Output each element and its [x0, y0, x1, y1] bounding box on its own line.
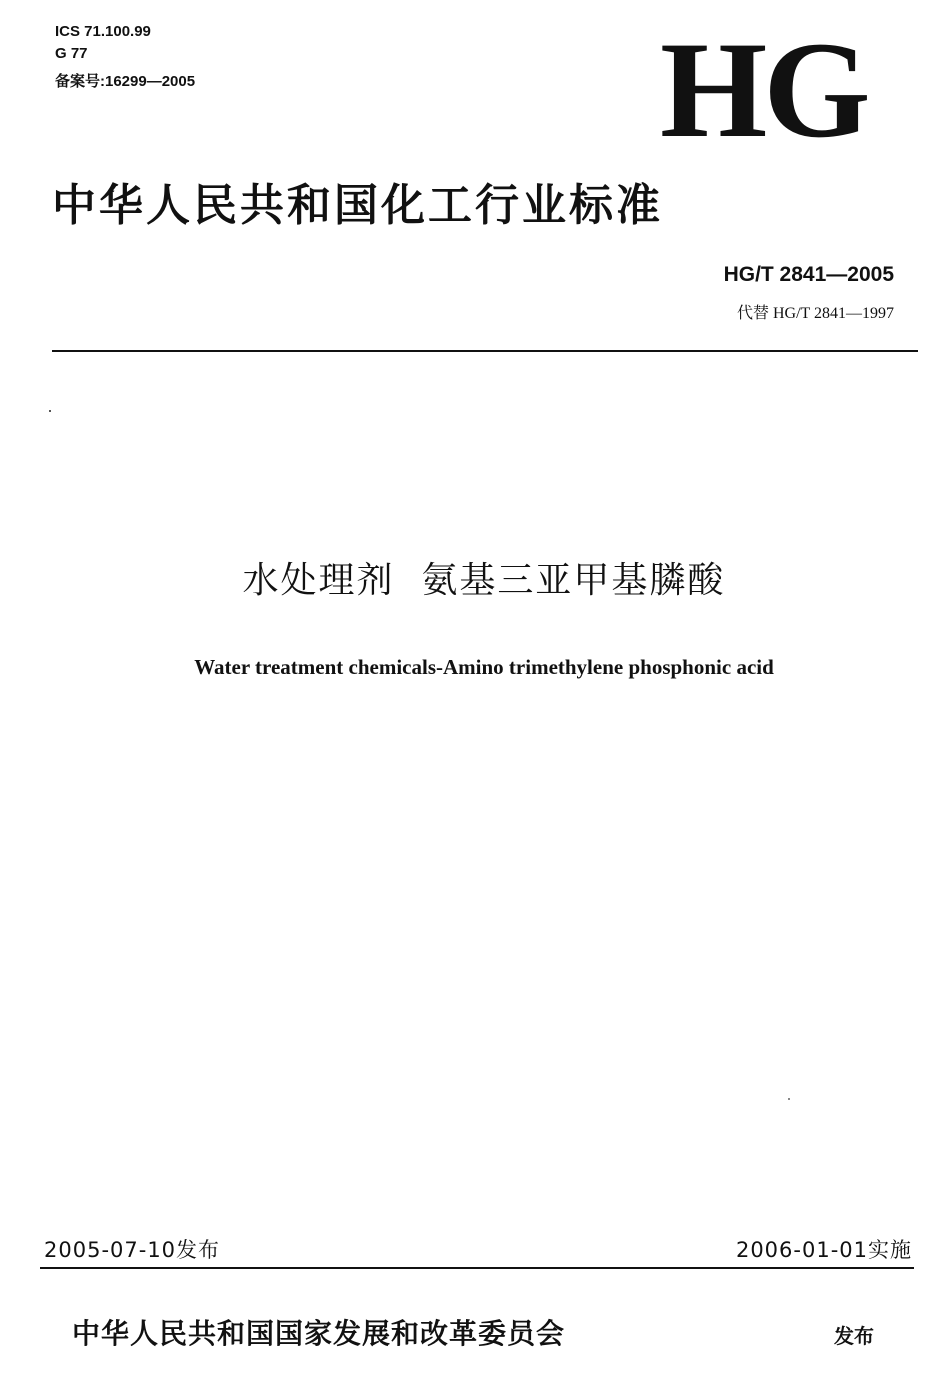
footer-divider — [40, 1267, 914, 1269]
filing-number: 备案号:16299—2005 — [55, 73, 196, 90]
standard-number: HG/T 2841—2005 — [723, 263, 894, 286]
hg-logo: HG — [660, 13, 867, 166]
document-title-chinese: 水处理剂 氨基三亚甲基膦酸 — [242, 560, 726, 601]
scan-speck — [788, 1098, 790, 1100]
publisher-name: 中华人民共和国国家发展和改革委员会 — [72, 1317, 566, 1350]
standard-category-title: 中华人民共和国化工行业标准 — [52, 180, 663, 231]
header-divider — [52, 350, 918, 352]
publish-label: 发布 — [834, 1324, 874, 1348]
ccs-code: G 77 — [55, 45, 88, 62]
effective-date: 2006-01-01实施 — [735, 1238, 912, 1262]
replaces-standard: 代替 HG/T 2841—1997 — [736, 305, 894, 322]
scan-speck — [49, 410, 51, 412]
document-title-english: Water treatment chemicals-Amino trimethylene phosphonic acid — [194, 655, 774, 679]
ics-code: ICS 71.100.99 — [55, 23, 151, 40]
issue-date: 2005-07-10发布 — [44, 1238, 221, 1262]
